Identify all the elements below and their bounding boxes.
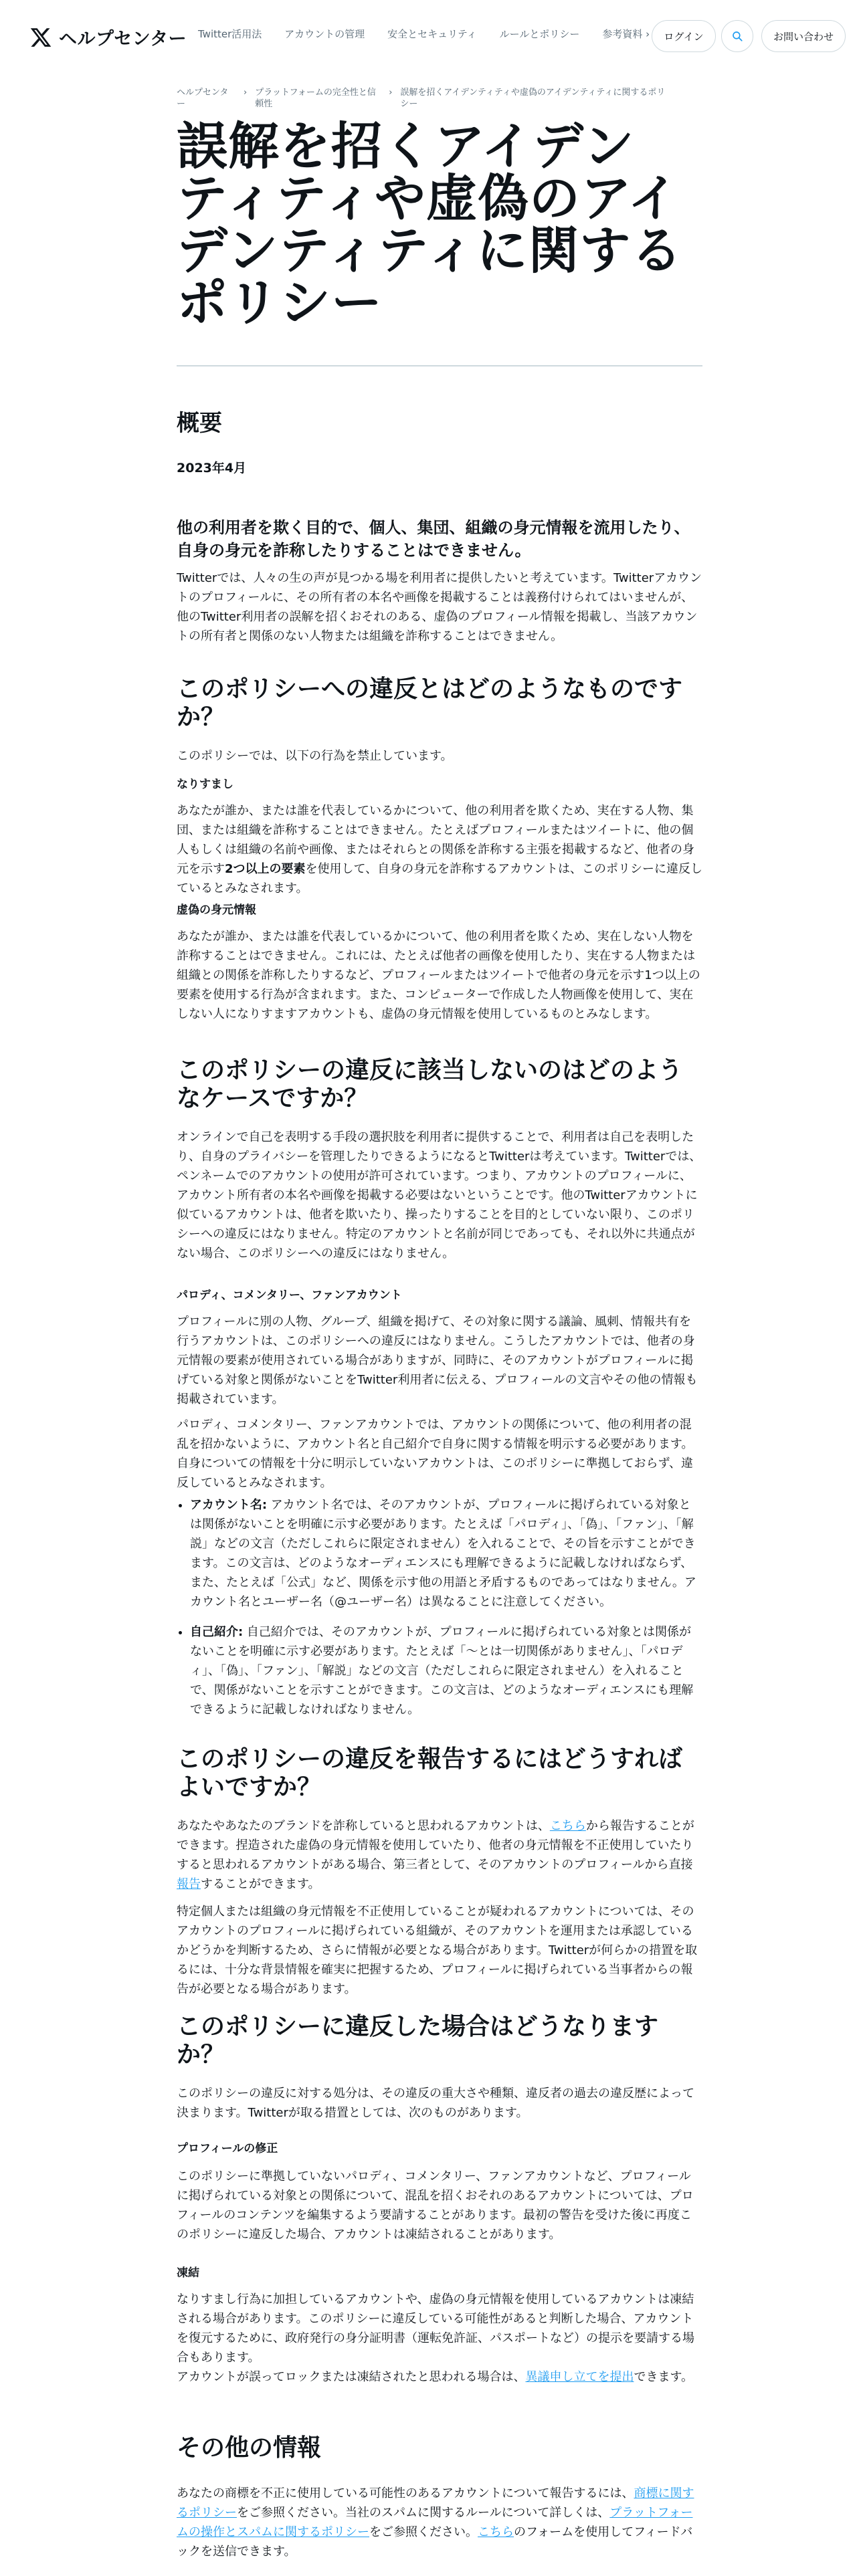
breadcrumb-chevron-icon: › (389, 88, 393, 98)
impersonation-emphasis: 2つ以上の要素 (225, 862, 306, 876)
parody-requirements-list (177, 1495, 702, 1719)
suspension-body: なりすまし行為に加担しているアカウントや、虚偽の身元情報を使用しているアカウントは凍結される場合があります。このポリシーに違反している可能性があると判断した場合、アカウントを復元するために、政府発行の身分証明書（運転免許証、パスポートなど）の提示を要請する場合もあります。 (177, 2292, 694, 2365)
appeal-link[interactable]: 異議申し立てを提出 (525, 2370, 634, 2384)
contact-button[interactable]: お問い合わせ (761, 20, 846, 52)
nav-link-account[interactable]: アカウントの管理 (284, 28, 365, 40)
breadcrumb-item-platform[interactable]: プラットフォームの完全性と信頼性 (255, 88, 376, 109)
nav-link-resources[interactable]: 参考資料 › (602, 28, 650, 40)
overview-lead: 他の利用者を欺く目的で、個人、集団、組織の身元情報を流用したり、自身の身元を詐称したりすることはできません。 (177, 518, 690, 560)
report-here-link[interactable]: こちら (549, 1819, 586, 1833)
non-violation-body: オンラインで自己を表明する手段の選択肢を利用者に提供することで、利用者は自己を表明したり、自身のプライバシーを管理したりできるようになるとTwitterは考えています。Twitterでは、ペンネームでのアカウントの使用が許可されています。つまり、アカウントのプロフィールに、アカウント所有者の本名や画像を掲載する必要はないということです。他のTwitterアカウントに似ているアカウントは、他者を欺いたり、操ったりすることを目的としていない限り、このポリシーへの違反にはなりません。特定のアカウントと名前が同じであっても、それ以外に共通点がない場合、このポリシーへの違反にはなりません。 (177, 1130, 702, 1261)
consequences-heading: このポリシーに違反した場合はどうなりますか？ (177, 2013, 659, 2068)
violation-intro: このポリシーでは、以下の行為を禁止しています。 (177, 749, 453, 763)
impersonation-body: あなたが誰か、または誰を代表しているかについて、他の利用者を欺くため、実在する人物、集団、または組織を詐称することはできません。たとえばプロフィールまたはツイートに、他の個人もしくは組織の名前や画像、またはそれらとの関係を詐称する主張を掲載するなど、他者の身元を示す2つ以上の要素を使用して、自身の身元を詐称するアカウントは、このポリシーに違反しているとみなされます。 (177, 804, 702, 895)
help-center-logo[interactable] (29, 24, 187, 50)
search-icon (731, 30, 743, 42)
search-button[interactable] (721, 20, 753, 52)
title-divider (177, 365, 702, 366)
fake-identity-title: 虚偽の身元情報 (177, 903, 256, 917)
page-title: 誤解を招くアイデンティティや虚偽のアイデンティティに関するポリシー (177, 116, 683, 332)
breadcrumb-chevron-icon: › (244, 88, 248, 98)
list-item: • アカウント名: アカウント名では、そのアカウントが、プロフィールに掲げられている対象とは関係がないことを明確に示す必要があります。たとえば「パロディ」、「偽」、「ファン」、「解説」などの文言（ただしこれらに限定されません）を入れることで、その旨を示すことができます。この文言は、どのようなオーディエンスにも理解できるように記載しなければならず、また、たとえば「公式」など、関係を示す他の用語と矛盾するものであってはなりません。アカウント名とユーザー名（@ユーザー名）は異なることに注意してください。 (190, 1495, 702, 1612)
breadcrumb (177, 87, 712, 110)
impersonation-title: なりすまし (177, 778, 233, 791)
parody-body-1: プロフィールに別の人物、グループ、組織を掲げて、その対象に関する議論、風刺、情報共有を行うアカウントは、このポリシーへの違反にはなりません。こうしたアカウントでは、他者の身元情報の要素が使用されている場合がありますが、同時に、そのアカウントがプロフィールに掲げている対象と関係がないことをTwitter利用者に伝える、プロフィールの文言やその他の情報も掲載されています。 (177, 1315, 698, 1406)
fake-identity-body: あなたが誰か、または誰を代表しているかについて、他の利用者を欺くため、実在しない人物を詐称することはできません。これには、たとえば他者の画像を使用したり、実在する人物または組織との関係を詐称したりするなど、プロフィールまたはツイートで他者の身元を示す1つ以上の要素を使用する行為が含まれます。また、コンピューターで作成した人物画像を使用して、実在しない人になりすますアカウントも、虚偽の身元情報を使用しているものとみなします。 (177, 930, 700, 1021)
trademark-policy-link[interactable]: 商標に関するポリシー (177, 2486, 694, 2520)
x-logo-icon (29, 26, 52, 49)
main-nav (198, 27, 672, 41)
report-heading: このポリシーの違反を報告するにはどうすればよいですか？ (177, 1745, 683, 1801)
report-body-2: 特定個人または組織の身元情報を不正使用していることが疑われるアカウントについては、そのアカウントのプロフィールに掲げられている組織が、そのアカウントを運用または承認しているかどうかを判断するため、さらに情報が必要となる場合があります。Twitterが何らかの措置を取るには、十分な背景情報を確実に把握するため、プロフィールに掲げられている当事者からの報告が必要となる場合があります。 (177, 1905, 698, 1996)
profile-fix-title: プロフィールの修正 (177, 2142, 278, 2155)
parody-body-2: パロディ、コメンタリー、ファンアカウントでは、アカウントの関係について、他の利用者の混乱を招かないように、アカウント名と自己紹介で自身に関する情報を明示する必要があります。自身についての情報を十分に明示していないアカウントは、このポリシーに準拠しておらず、違反しているとみなされます。 (177, 1418, 694, 1490)
login-button[interactable]: ログイン (652, 20, 716, 52)
list-item: • 自己紹介: 自己紹介では、そのアカウントが、プロフィールに掲げられている対象とは関係がないことを明確に示す必要があります。たとえば「〜とは一切関係がありません」、「パロディ」、「偽」、「ファン」、「解説」などの文言（ただしこれらに限定されません）を入れることで、関係がないことを示すことができます。この文言は、どのようなオーディエンスにも理解できるように記載しなければなりません。 (190, 1622, 702, 1719)
appeal-body: アカウントが誤ってロックまたは凍結されたと思われる場合は、異議申し立てを提出できます。 (177, 2370, 694, 2384)
suspension-title: 凍結 (177, 2266, 199, 2280)
profile-fix-body: このポリシーに準拠していないパロディ、コメンタリー、ファンアカウントなど、プロフィールに掲げられている対象との関係について、混乱を招くおそれのあるアカウントについては、プロフィールのコンテンツを編集するよう要請することがあります。最初の警告を受けた後に再度このポリシーに違反した場合、アカウントは凍結されることがあります。 (177, 2169, 694, 2242)
more-info-heading: その他の情報 (177, 2434, 322, 2462)
overview-heading: 概要 (177, 410, 222, 437)
parody-title: パロディ、コメンタリー、ファンアカウント (177, 1289, 402, 1302)
logo-text: ヘルプセンター (59, 29, 187, 49)
consequences-intro: このポリシーの違反に対する処分は、その違反の重大さや種類、違反者の過去の違反歴によって決まります。Twitterが取る措置としては、次のものがあります。 (177, 2086, 694, 2120)
report-body-1: あなたやあなたのブランドを詐称していると思われるアカウントは、こちらから報告することができます。捏造された虚偽の身元情報を使用していたり、他者の身元情報を不正使用していたりすると思われるアカウントがある場合、第三者として、そのアカウントのプロフィールから直接報告することができます。 (177, 1819, 694, 1891)
breadcrumb-item-help-center[interactable]: ヘルプセンター (177, 88, 229, 109)
report-link[interactable]: 報告 (177, 1877, 201, 1891)
overview-date: 2023年4月 (177, 461, 247, 475)
overview-body: Twitterでは、人々の生の声が見つかる場を利用者に提供したいと考えています。Twitterアカウントのプロフィールに、その所有者の本名や画像を掲載することは義務付けられてはいませんが、他のTwitter利用者の誤解を招くおそれのある、虚偽のプロフィール情報を掲載し、当該アカウントの所有者と関係のない人物または組織を詐称することはできません。 (177, 571, 702, 643)
violation-heading: このポリシーへの違反とはどのようなものですか？ (177, 675, 683, 731)
nav-link-safety[interactable]: 安全とセキュリティ (387, 28, 477, 40)
non-violation-heading: このポリシーの違反に該当しないのはどのようなケースですか？ (177, 1057, 683, 1112)
spam-policy-link[interactable]: プラットフォームの操作とスパムに関するポリシー (177, 2506, 693, 2539)
nav-link-rules[interactable]: ルールとポリシー (499, 28, 580, 40)
nav-link-twitter-howto[interactable]: Twitter活用法 (198, 28, 262, 40)
breadcrumb-item-current[interactable]: 誤解を招くアイデンティティや虚偽のアイデンティティに関するポリシー (400, 88, 666, 109)
top-navigation-bar (0, 0, 859, 75)
feedback-form-link[interactable]: こちら (478, 2525, 514, 2539)
more-info-body: あなたの商標を不正に使用している可能性のあるアカウントについて報告するには、商標に関するポリシーをご参照ください。当社のスパムに関するルールについて詳しくは、プラットフォームの操作とスパムに関するポリシーをご参照ください。こちらのフォームを使用してフィードバックを送信できます。 (177, 2486, 694, 2559)
